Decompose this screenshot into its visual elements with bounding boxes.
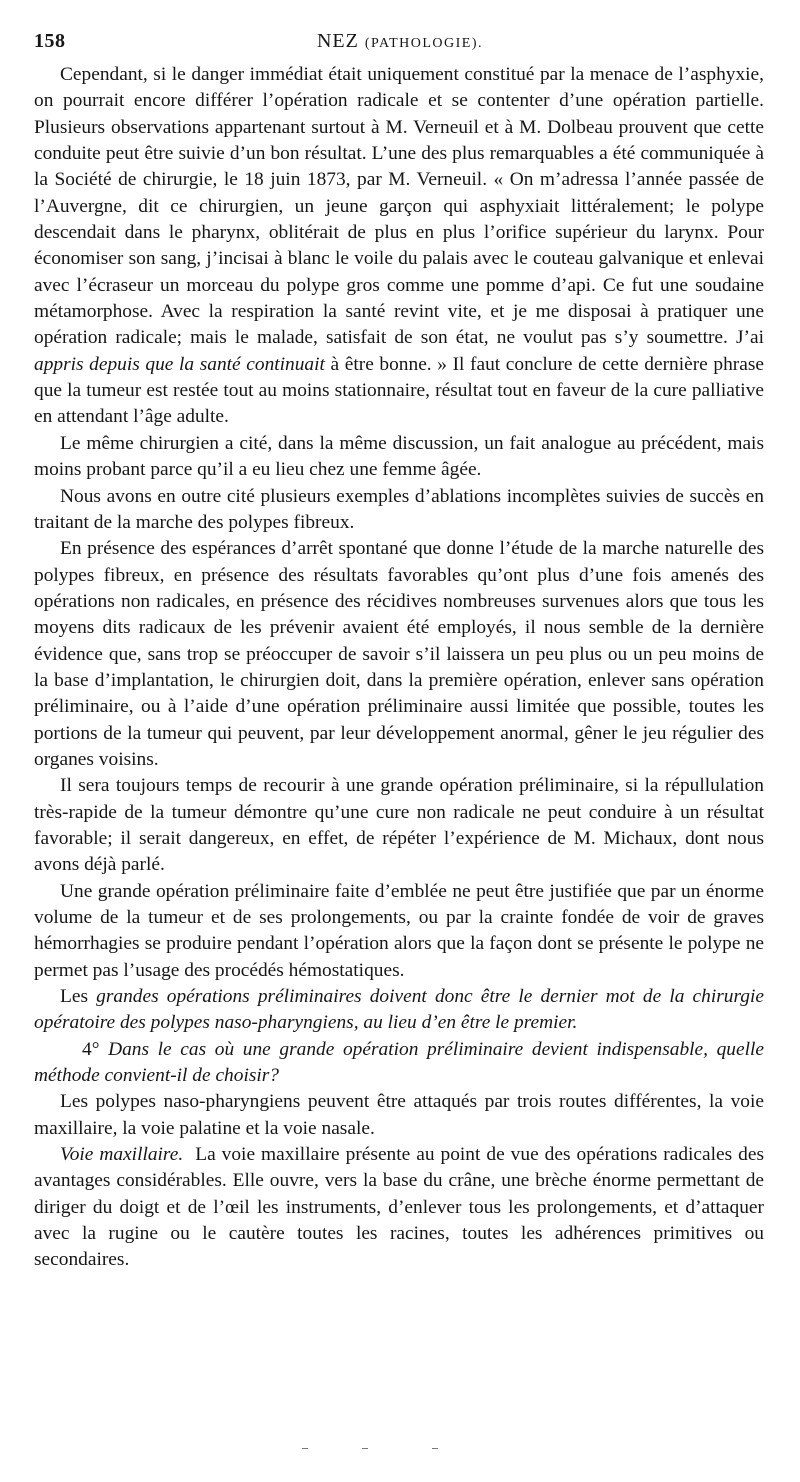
paragraph-emphasis (34, 984, 764, 1037)
paragraph-preliminary-operation: Une grande opération préliminaire faite d’emblée ne peut être justifiée que par un énorme volume de la tumeur et de ses prolongements, ou par la crainte fondée de voir de graves hémorrhagies se produire pendant l’opération alors que la façon dont se présente le polype ne permet pas l’usage des procédés hémostatiques. (34, 880, 764, 981)
paragraph-three-routes: Les polypes naso-pharyngiens peuvent être attaqués par trois routes différentes, la voie maxillaire, la voie palatine et la voie nasale. (34, 1091, 764, 1139)
running-title-sub: (PATHOLOGIE). (364, 36, 484, 51)
footer-dash (302, 1448, 308, 1449)
footer-dash (432, 1448, 438, 1449)
paragraph-text: Cependant, si le danger immédiat était uniquement constitué par la menace de l’asphyxie, on pourrait encore différer l’opération radicale et se contenter d’une opération partielle. Plusieurs observations appartenant surtout à M. Verneuil et à M. Dolbeau prouvent que cette conduite peut être suivie d’un bon résultat. L’une des plus remarquables a été communiquée à la Société de chirurgie, le 18 juin 1873, par M. Verneuil. « On m’adressa l’année passée de l’Auvergne, dit ce chirurgien, un jeune garçon qui asphyxiait littéralement; le polype descendait dans le pharynx, oblitérait de plus en plus l’orifice supérieur du larynx. Pour économiser son sang, j’incisai à blanc le voile du palais avec le couteau galvanique et enlevai avec l’écraseur un morceau du polype gros comme une pomme d’api. Ce fut une soudaine métamorphose. Avec la respiration la santé revint vite, et je me disposai à pratiquer une opération radicale; mais le malade, satisfait de son état, ne voulut pas s’y soumettre. J’ai (34, 64, 764, 349)
paragraph-conclusion: En présence des espérances d’arrêt spontané que donne l’étude de la marche naturelle des polypes fibreux, en présence des résultats favorables qu’ont plus d’une fois amenés des opérations non radicales, en présence des récidives nombreuses survenues alors que tous les moyens dits radicaux de les prévenir avaient été employés, il nous semble de la dernière évidence que, sans trop se préoccuper de savoir s’il laissera un peu plus ou un peu moins de la base d’implantation, le chirurgien doit, dans la première opération, enlever sans opération préliminaire, ou à l’aide d’une opération préliminaire aussi limitée que possible, toutes les portions de la tumeur qui peuvent, par leur développement anormal, gêner le jeu régulier des organes voisins. (34, 538, 764, 770)
footer-dash (362, 1448, 368, 1449)
paragraph-michaux: Il sera toujours temps de recourir à une grande opération préliminaire, si la répullulation très-rapide de la tumeur démontre qu’une cure non radicale ne peut conduire à un résultat favorable; il serait dangereux, en effet, de répéter l’expérience de M. Michaux, dont nous avons déjà parlé. (34, 775, 764, 876)
footer-marks (300, 1440, 500, 1460)
paragraph-verneuil-case (34, 62, 764, 431)
running-title-main: NEZ (316, 30, 359, 52)
section-heading (34, 1037, 764, 1090)
italic-quote: appris depuis que la santé continuait (34, 353, 325, 375)
page-body (34, 62, 764, 1274)
paragraph-lead: Les (60, 986, 88, 1008)
paragraph-voie-maxillaire (34, 1142, 764, 1274)
page-number: 158 (34, 30, 66, 52)
paragraph-text-continued: à être bonne. » Il faut conclure de cette dernière phrase que la tumeur est restée tout au moins stationnaire, résultat tout en faveur de la cure palliative en attendant l’âge adulte. (34, 353, 765, 428)
paragraph-incomplete-ablations: Nous avons en outre cité plusieurs exemples d’ablations incomplètes suivies de succès en traitant de la marche des polypes fibreux. (34, 485, 764, 533)
section-heading-text: Dans le cas où une grande opération préliminaire devient indispensable, quelle méthode convient-il de choisir? (34, 1038, 764, 1087)
section-number: 4° (82, 1038, 100, 1060)
page-header (34, 30, 766, 60)
paragraph-text: La voie maxillaire présente au point de vue des opérations radicales des avantages considérables. Elle ouvre, vers la base du crâne, une brèche énorme permettant de diriger du doigt et de l’œil les instruments, d’enlever tous les prolongements, et d’attaquer avec la rugine ou le cautère toutes les racines, toutes les adhérences primitives ou secondaires. (34, 1144, 765, 1271)
italic-emphasis: grandes opérations préliminaires doivent donc être le dernier mot de la chirurgie opératoire des polypes naso-pharyngiens, au lieu d’en être le premier. (34, 986, 764, 1034)
subsection-title: Voie maxillaire. (60, 1144, 184, 1166)
paragraph-analogous-case: Le même chirurgien a cité, dans la même discussion, un fait analogue au précédent, mais moins probant parce qu’il a eu lieu chez une femme âgée. (34, 432, 764, 481)
running-title (34, 30, 766, 53)
